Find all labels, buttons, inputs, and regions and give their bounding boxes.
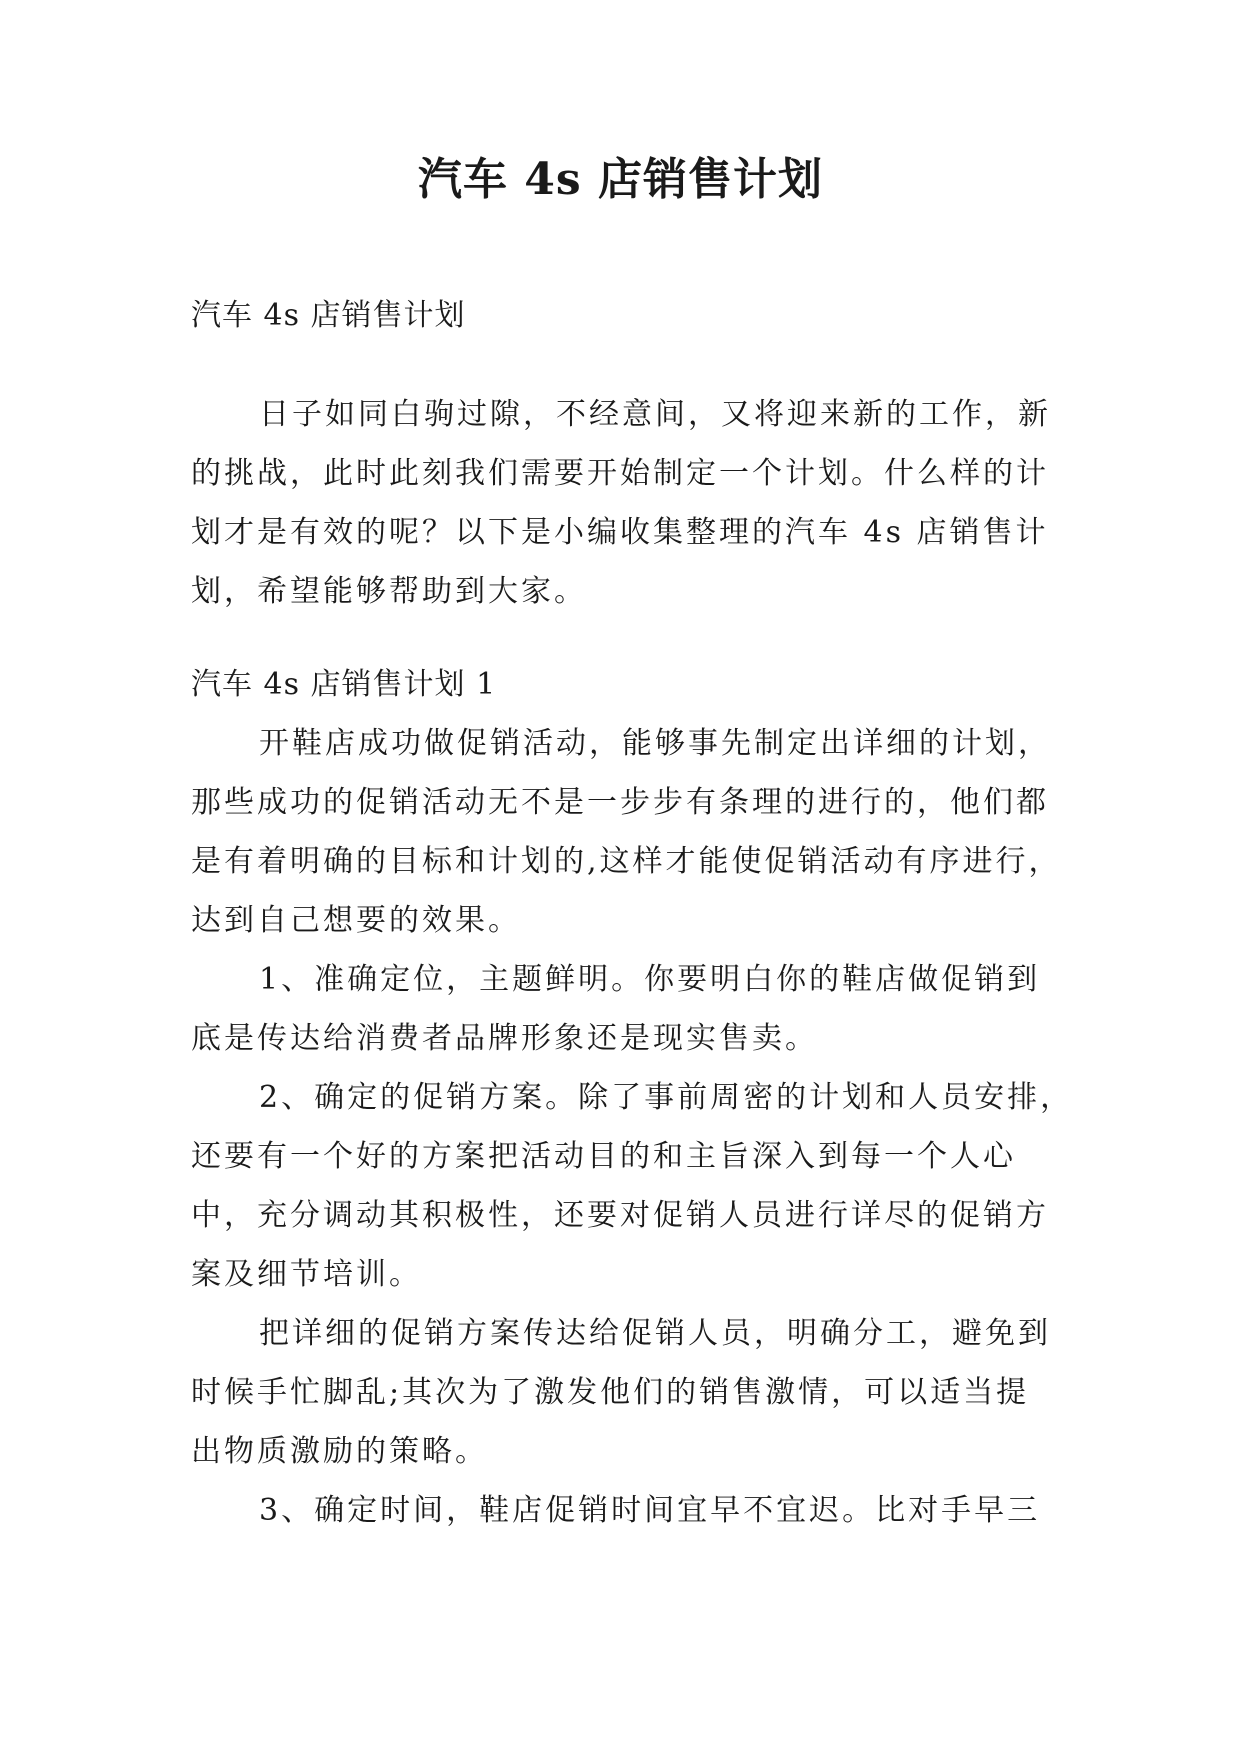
- document-title: 汽车 4s 店销售计划: [417, 154, 824, 205]
- body-line: 底是传达给消费者品牌形象还是现实售卖。: [191, 1021, 818, 1056]
- body-line: 那些成功的促销活动无不是一步步有条理的进行的，他们都: [191, 785, 1049, 820]
- body-paragraph: [191, 1481, 1056, 1540]
- body-line: 案及细节培训。: [191, 1257, 422, 1292]
- body-line: 达到自己想要的效果。: [191, 903, 521, 938]
- body-paragraph: [191, 714, 1062, 950]
- intro-line: 的挑战，此时此刻我们需要开始制定一个计划。什么样的计: [191, 456, 1049, 491]
- section-heading: 汽车 4s 店销售计划 1: [191, 667, 497, 702]
- body-paragraph: [191, 1068, 1074, 1304]
- document-body: [191, 286, 1074, 1540]
- intro-line: 日子如同白驹过隙，不经意间，又将迎来新的工作，新: [259, 397, 1051, 432]
- body-line: 是有着明确的目标和计划的,这样才能使促销活动有序进行，: [191, 844, 1062, 879]
- body-line: 出物质激励的策略。: [191, 1434, 488, 1469]
- body-line: 开鞋店成功做促销活动，能够事先制定出详细的计划，: [259, 726, 1051, 761]
- body-line: 1、准确定位，主题鲜明。你要明白你的鞋店做促销到: [259, 962, 1041, 997]
- body-line: 中，充分调动其积极性，还要对促销人员进行详尽的促销方: [191, 1198, 1049, 1233]
- body-paragraph: [191, 1304, 1056, 1481]
- intro-paragraph: [191, 385, 1056, 621]
- body-line: 把详细的促销方案传达给促销人员，明确分工，避免到: [259, 1316, 1051, 1351]
- body-line: 时候手忙脚乱;其次为了激发他们的销售激情，可以适当提: [191, 1375, 1030, 1410]
- document-subtitle: 汽车 4s 店销售计划: [191, 298, 466, 333]
- body-line: 3、确定时间，鞋店促销时间宜早不宜迟。比对手早三: [259, 1493, 1041, 1528]
- intro-line: 划才是有效的呢？以下是小编收集整理的汽车 4s 店销售计: [191, 515, 1049, 550]
- body-line: 2、确定的促销方案。除了事前周密的计划和人员安排，: [259, 1080, 1074, 1115]
- intro-line: 划，希望能够帮助到大家。: [191, 574, 587, 609]
- body-paragraph: [191, 950, 1056, 1068]
- body-line: 还要有一个好的方案把活动目的和主旨深入到每一个人心: [191, 1139, 1016, 1174]
